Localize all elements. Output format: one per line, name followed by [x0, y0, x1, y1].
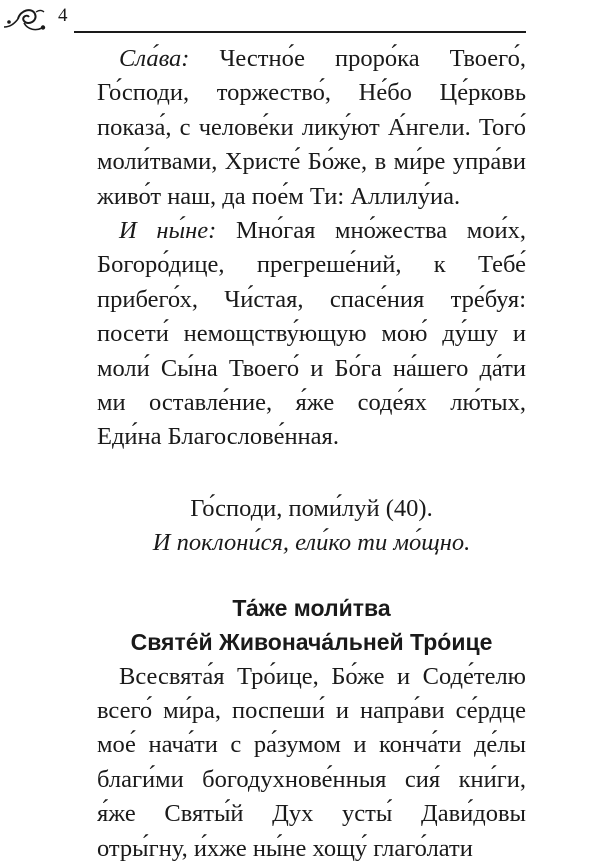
- i-nyne-label: И ны́не:: [119, 217, 217, 245]
- page-content: [97, 42, 526, 866]
- prayer-heading-line-2: Святе́й Живонача́льней Тро́ице: [130, 629, 493, 656]
- flourish-ornament-icon: [2, 4, 48, 34]
- i-nyne-paragraph: [97, 214, 526, 455]
- section-spacer: [97, 455, 526, 492]
- header-rule: [74, 31, 526, 33]
- page-header: [0, 0, 600, 40]
- bow-instruction-line: И поклони́ся, ели́ко ти мо́щно.: [152, 529, 471, 557]
- trinity-prayer-paragraph: Всесвята́я Тро́ице, Бо́же и Соде́телю всего́ ми́ра, поспеши́ и напра́ви се́рдце мое́ нача́ти с ра́зумом и конча́ти де́лы благи́ми богодухнове́нныя сия́ кни́ги, я́же Святы́й Дух усты́ Дави́довы отры́гну, и́хже ны́не хощу́ глаго́лати: [97, 662, 526, 862]
- slava-label: Сла́ва:: [119, 45, 190, 72]
- section-spacer: [97, 561, 526, 591]
- prayer-heading-line-1: Та́же моли́тва: [232, 594, 391, 621]
- slava-text: Честно́е проро́ка Твоего́, Го́споди, торжество́, Не́бо Це́рковь показа́, с челове́ки лику́ют А́нгели. Того́ моли́твами, Христе́ Бо́же, в ми́ре упра́ви живо́т наш, да пое́м Ти: Аллилу́иа.: [97, 45, 526, 210]
- page-number: 4: [58, 5, 68, 26]
- i-nyne-text: Мно́гая мно́жества мои́х, Богоро́дице, прегреше́ний, к Тебе́ прибего́х, Чи́стая, спасе́ния тре́буя: посети́ немощству́ющую мою́ ду́шу и моли́ Сы́на Твоего́ и Бо́га на́шего да́ти ми оставле́ние, я́же соде́ях лю́тых, Еди́на Благослове́нная.: [97, 217, 526, 451]
- slava-paragraph: [97, 42, 526, 214]
- gospodi-line: Го́споди, поми́луй (40).: [190, 494, 433, 522]
